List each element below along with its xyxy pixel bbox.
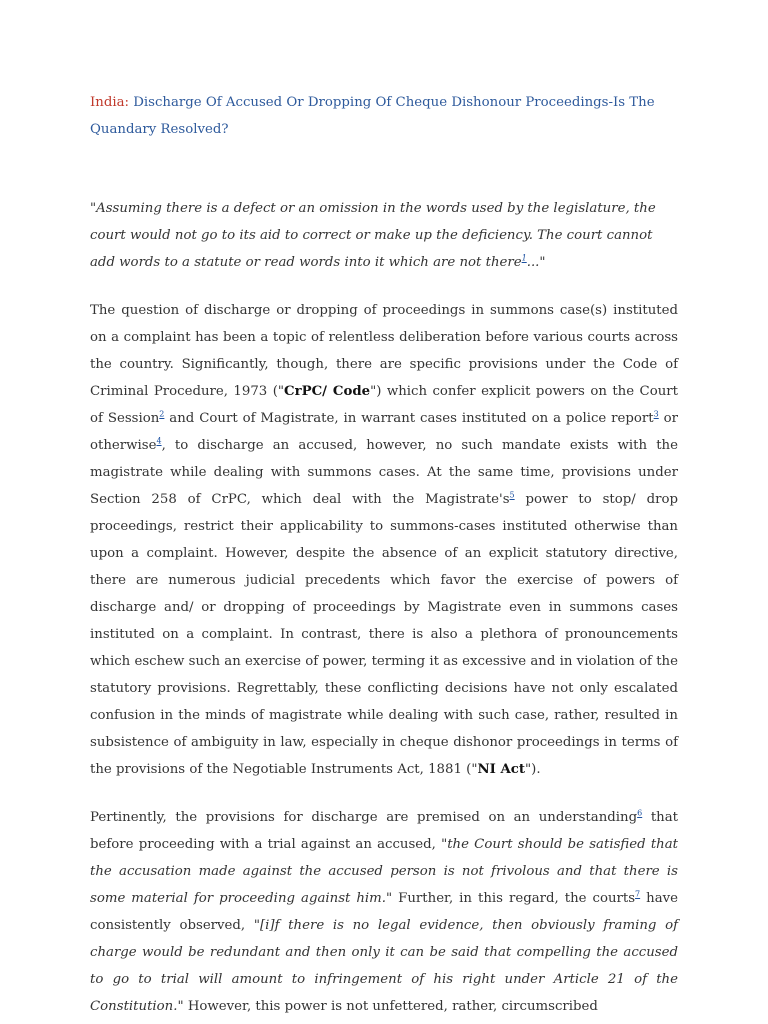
p1-text-1: The question of discharge or dropping of proceedings in summons case(s) instituted on a complaint has been a topic of relentless deliberation before various courts across the country. Significantly, though, there are specific provisions under the Code of Criminal Procedure, 1973 (" [90,303,678,399]
footnote-link-1[interactable]: 1 [521,253,527,263]
footnote-link-6[interactable]: 6 [637,808,643,818]
p1-bold-crpc: CrPC/ Code [284,384,371,399]
p2-text-3: Further, in this regard, the courts [392,891,636,906]
p2-italic-2: "[i]f there is no legal evidence, then obviously framing of charge would be redundant and then only it can be said that compelling the accused to go to trial will amount to infringement of his right under Article 21 of the Constitution." [90,918,678,1014]
p2-text-4: have consistently observed, [90,891,679,933]
opening-quote [90,195,678,276]
p2-text-1: Pertinently, the provisions for discharge are premised on an understanding [90,810,638,825]
quote-text-2: ..." [526,255,546,270]
title-text: Discharge Of Accused Or Dropping Of Cheque Dishonour Proceedings-Is The Quandary Resolved? [90,95,655,137]
p1-text-5: , to discharge an accused, however, no such mandate exists with the magistrate while dealing with summons cases. At the same time, provisions under Section 258 of CrPC, which deal with the Magistrate's [90,438,678,507]
p2-text-5: However, this power is not unfettered, rather, circumscribed [183,999,598,1014]
paragraph-2 [90,804,678,1020]
p1-text-4: or otherwise [90,411,679,453]
p1-text-6: power to stop/ drop proceedings, restrict their applicability to summons-cases instituted otherwise than upon a complaint. However, despite the absence of an explicit statutory directive, there are numerous judicial precedents which favor the exercise of powers of discharge and/ or dropping of proceedings by Magistrate even in summons cases instituted on a complaint. In contrast, there is also a plethora of pronouncements which eschew such an exercise of power, terming it as excessive and in violation of the statutory provisions. Regrettably, these conflicting decisions have not only escalated confusion in the minds of magistrate while dealing with such case, rather, resulted in subsistence of ambiguity in law, especially in cheque dishonor proceedings in terms of the provisions of the Negotiable Instruments Act, 1881 (" [90,492,678,777]
article-title [90,89,678,143]
footnote-link-5[interactable]: 5 [509,490,515,500]
p2-italic-1: "the Court should be satisfied that the accusation made against the accused person is not frivolous and that there is some material for proceeding against him." [90,837,678,906]
p2-text-2: that before proceeding with a trial against an accused, [90,810,678,852]
footnote-link-7[interactable]: 7 [635,889,641,899]
footnote-link-4[interactable]: 4 [156,436,162,446]
footnote-link-3[interactable]: 3 [653,409,659,419]
p1-text-3: and Court of Magistrate, in warrant cases instituted on a police report [164,411,654,426]
footnote-link-2[interactable]: 2 [159,409,165,419]
p1-bold-ni-act: NI Act [477,762,526,777]
document-page [90,89,678,1020]
quote-text-1: "Assuming there is a defect or an omission in the words used by the legislature, the court would not go to its aid to correct or make up the deficiency. The court cannot add words to a statute or read words into it which are not there [90,201,656,270]
p1-text-7: "). [525,762,541,777]
paragraph-1 [90,297,678,783]
p1-text-2: ") which confer explicit powers on the Court of Session [90,384,678,426]
title-country: India: [90,95,129,110]
